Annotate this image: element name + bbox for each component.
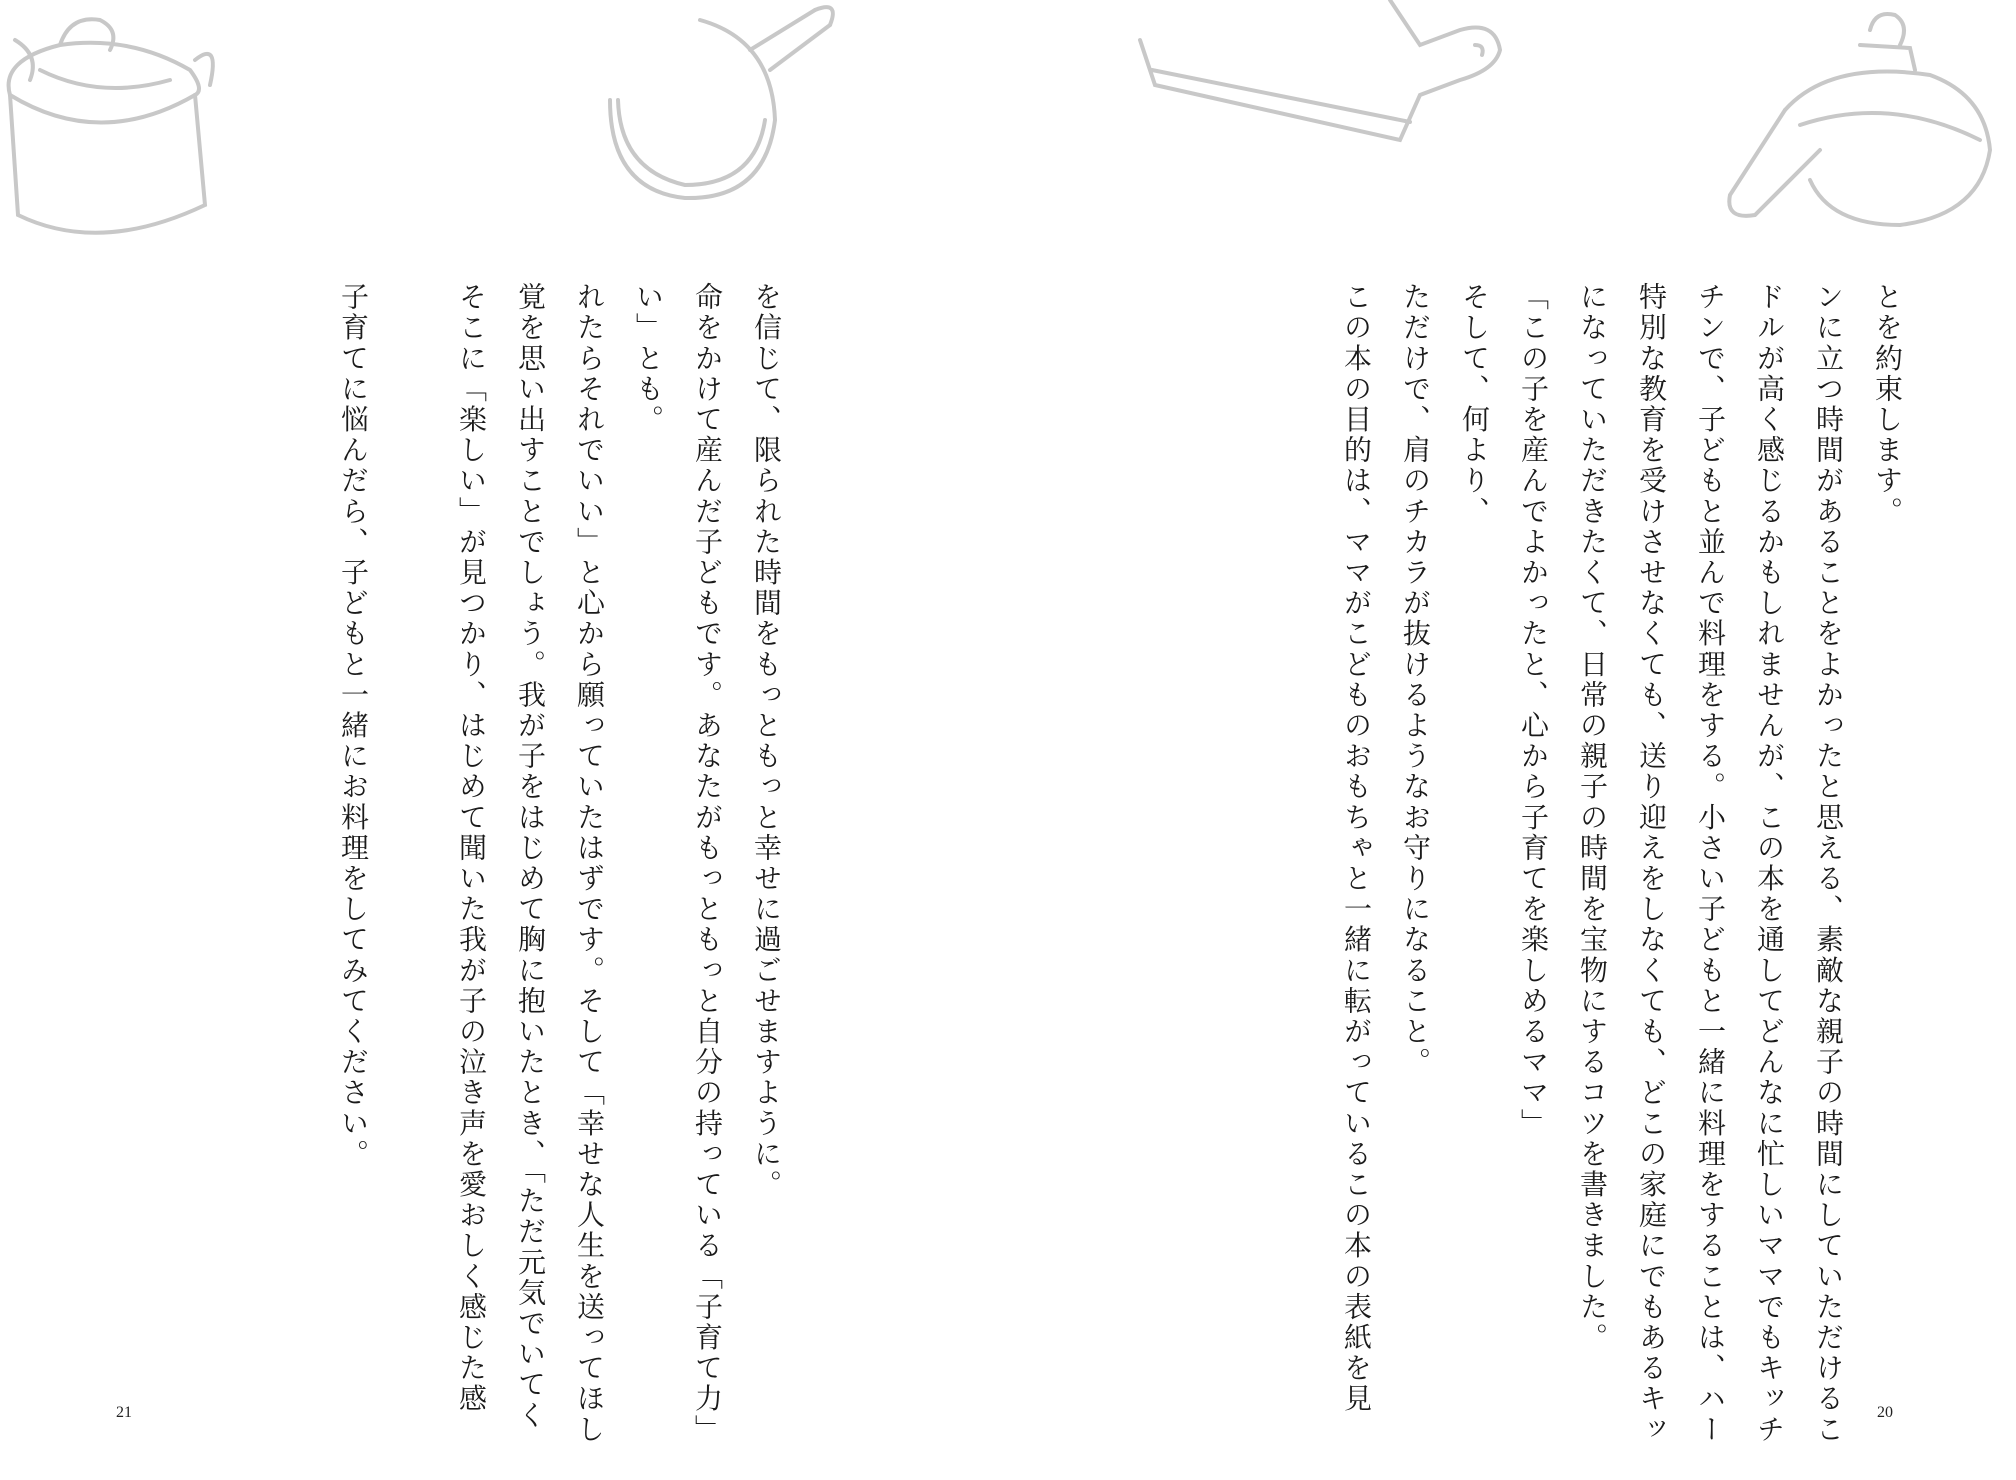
text-line: 子育てに悩んだら、子どもと一緒にお料理をしてみてください。 [337, 282, 370, 1170]
text-line: とを約束します。 [1871, 282, 1904, 527]
paragraph-gap [383, 282, 442, 1362]
text-line: 「この子を産んでよかったと、心から子育てを楽しめるママ」 [1517, 282, 1550, 1139]
text-line: そこに「楽しい」が見つかり、はじめて聞いた我が子の泣き声を愛おしく感じた感 [455, 282, 488, 1415]
text-line: になっていただきたくて、日常の親子の時間を宝物にするコツを書きました。 [1576, 282, 1609, 1353]
text-line: れたらそれでいい」と心から願っていたはずです。そして「幸せな人生を送ってほし [573, 282, 606, 1445]
text-line: ただけで、肩のチカラが抜けるようなお守りになること。 [1399, 282, 1432, 1078]
page-number-left: 21 [116, 1404, 132, 1421]
text-line: 特別な教育を受けさせなくても、送り迎えをしなくても、どこの家庭にでもあるキッ [1635, 282, 1668, 1445]
text-line: を信じて、限られた時間をもっともっと幸せに過ごせますように。 [750, 282, 783, 1200]
text-line: チンで、子どもと並んで料理をする。小さい子どもと一緒に料理をすることは、ハー [1694, 282, 1727, 1445]
page-number-right: 20 [1877, 1404, 1893, 1421]
page-right [1008, 0, 2016, 1480]
text-line: ンに立つ時間があることをよかったと思える、素敵な親子の時間にしていただけるこ [1812, 282, 1845, 1445]
body-text-left [296, 282, 796, 1445]
text-line: 覚を思い出すことでしょう。我が子をはじめて胸に抱いたとき、「ただ元気でいてく [514, 282, 547, 1431]
text-line: ドルが高く感じるかもしれませんが、この本を通してどんなに忙しいママでもキッチ [1753, 282, 1786, 1445]
text-line: この本の目的は、ママがこどものおもちゃと一緒に転がっているこの本の表紙を見 [1340, 282, 1373, 1415]
text-line: 命をかけて産んだ子どもです。あなたがもっともっと自分の持っている「子育て力」 [691, 282, 724, 1445]
text-line: い」とも。 [632, 282, 665, 435]
text-line: そして、何より、 [1458, 282, 1491, 527]
